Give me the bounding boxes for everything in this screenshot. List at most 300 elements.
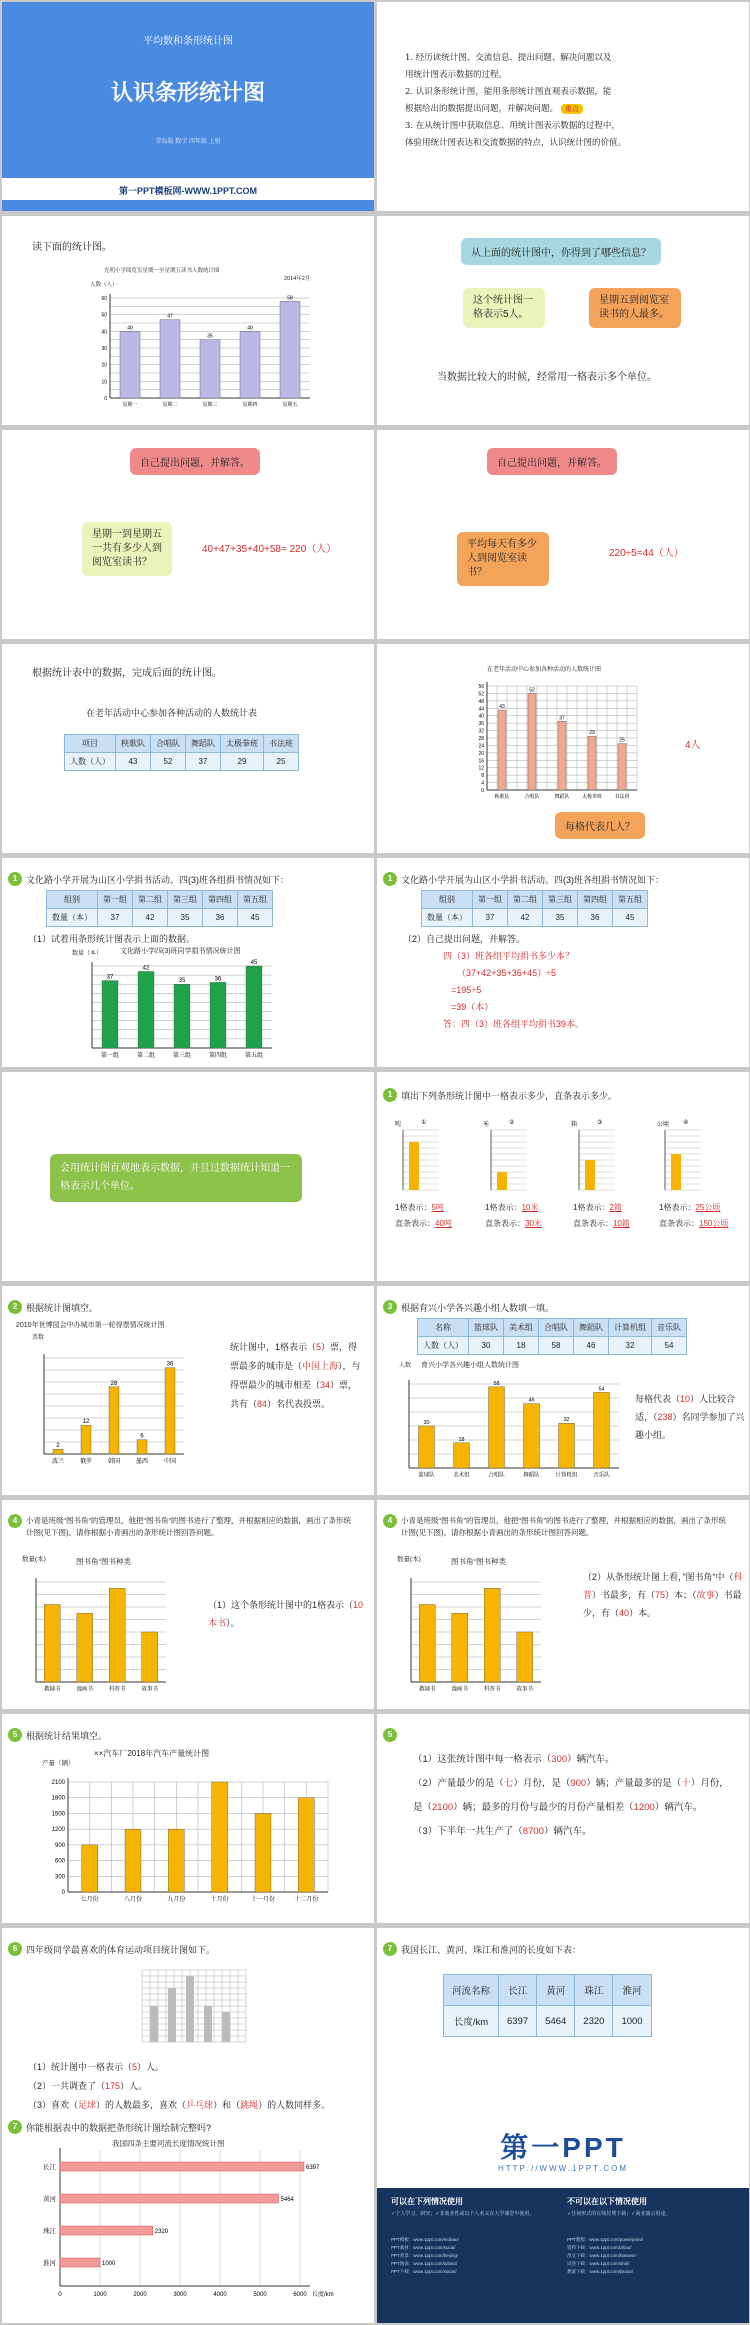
donation-bar-chart: [78, 956, 278, 1061]
y-tick-label: 淮河: [43, 2260, 56, 2267]
cell: 18: [504, 1337, 539, 1355]
y-tick-label: 0: [104, 396, 107, 402]
data-label: 40: [127, 325, 133, 332]
fill-text: 每格代表（: [635, 1394, 681, 1404]
bar: [77, 1613, 93, 1682]
mini-charts: [377, 1106, 749, 1196]
bar: [409, 1142, 419, 1190]
x-axis-label: 长度/km: [312, 2292, 334, 2298]
bar: [452, 1613, 468, 1682]
x-tick-label: 韩国: [107, 1459, 121, 1465]
y-tick-label: 珠江: [43, 2228, 56, 2235]
bar: [210, 982, 226, 1048]
club-table: [417, 1318, 687, 1355]
donation-table: [421, 890, 648, 927]
question-number: 2: [8, 1300, 22, 1314]
answer-bubble-2: 星期五到阅览室读书的人最多。: [589, 288, 681, 328]
link-item[interactable]: 教案下载：www.1ppt.com/jiaoan/: [567, 2269, 634, 2274]
x-tick-label: 太极拳班: [581, 794, 603, 800]
club-slide: [377, 1286, 749, 1495]
answer-bar-4: 150公顷: [699, 1219, 729, 1228]
fill-answer: 故事: [696, 1590, 715, 1600]
x-tick-label: 第二组: [136, 1053, 156, 1059]
y-tick-label: 44: [478, 706, 484, 713]
data-label: 52: [529, 687, 535, 694]
x-tick-label: 舞蹈队: [523, 1472, 540, 1479]
label-per: 1格表示：: [659, 1203, 696, 1212]
th: 第五组: [238, 891, 273, 909]
bar: [204, 2006, 212, 2042]
fill-answer: 300: [551, 1754, 568, 1765]
bar: [109, 1588, 125, 1682]
sports-slide: [2, 1928, 374, 2137]
cell: 46: [574, 1337, 609, 1355]
bar: [618, 744, 626, 790]
th: 第三组: [168, 891, 203, 909]
th: 音乐队: [652, 1319, 687, 1337]
th: 第二组: [133, 891, 168, 909]
fill-text: ）的人数同样多。: [258, 2100, 331, 2110]
y-tick-label: 32: [478, 728, 484, 735]
brand-slide: [377, 2112, 749, 2323]
fill-answer: 175: [105, 2081, 121, 2091]
question-bubble: 从上面的统计图中，你得到了哪些信息？: [461, 238, 661, 265]
question-bubble: 平均每天有多少人到阅览室读书？: [457, 532, 549, 586]
fill-answer: 中国上海: [302, 1361, 339, 1371]
answer: 40+47+35+40+58= 220（人）: [202, 544, 337, 555]
rivers-table: [443, 1974, 652, 2037]
x-tick-label: 漫画书: [76, 1686, 94, 1693]
th: 第四组: [203, 891, 238, 909]
unit-label: 吨: [395, 1122, 402, 1128]
label-bar: 直条表示：: [485, 1219, 525, 1228]
instruction: 文化路小学开展为山区小学捐书活动。四(3)班各组捐书情况如下：: [26, 875, 290, 885]
cell: 43: [116, 753, 151, 771]
x-tick-label: 计算机组: [555, 1472, 578, 1479]
fill-text: ）人。: [120, 2081, 148, 2091]
books-bar-chart: [397, 1564, 547, 1704]
fill-text: （1）统计图中一格表示（: [28, 2062, 133, 2072]
link-item[interactable]: PPT下载：www.1ppt.com/xiazai/: [391, 2269, 457, 2274]
link-item[interactable]: 资料下载：www.1ppt.com/ziliao/: [567, 2245, 632, 2250]
fill-answer: 十: [681, 1778, 691, 1789]
fill-text: （2）一共调查了（: [28, 2081, 106, 2091]
fill-answer: 1200: [633, 1802, 655, 1813]
chart-caption: ××汽车厂2018年汽车产量统计图: [94, 1749, 210, 1758]
data-label: 32: [563, 1417, 570, 1424]
question-number: 7: [8, 2120, 22, 2134]
slide-title: 认识条形统计图: [110, 80, 265, 105]
instruction: 小青是班级“图书角”的管理员，他把“图书角”的图书进行了整理，并根据相应的数据，画出了条形统计图(见下图)。请你根据小青画出的条形统计图回答问题。: [401, 1516, 726, 1537]
fill-text: ）本。: [629, 1608, 657, 1618]
instruction: 我国长江、黄河、珠江和淮河的长度如下表：: [401, 1945, 582, 1955]
th: 名称: [418, 1319, 469, 1337]
y-tick-label: 900: [54, 1842, 65, 1849]
x-tick-label: 十一月份: [250, 1897, 276, 1903]
chart-caption: 2010年世博园会中办城市第一轮得票情况统计图: [16, 1322, 165, 1329]
chart-caption: 在老年活动中心参加各种活动的人数统计图: [487, 667, 602, 673]
fill-answer: 75: [655, 1590, 666, 1600]
sports-grid-chart: [132, 1958, 252, 2048]
x-tick-label: 美术组: [453, 1472, 470, 1479]
instruction: 根据统计表中的数据，完成后面的统计图。: [32, 668, 222, 679]
row-label: 人数（人）: [65, 753, 116, 771]
chart-caption: 光明小学阅览室星期一至星期五读书人数统计图: [104, 268, 220, 274]
bar: [454, 1443, 470, 1468]
y-tick-label: 20: [478, 750, 484, 757]
bar: [585, 1160, 595, 1190]
question-slide-2: [377, 430, 749, 639]
y-tick-label: 50: [101, 312, 107, 319]
bar: [160, 320, 180, 398]
data-label: 35: [207, 333, 213, 340]
bar: [60, 2194, 279, 2203]
bar: [298, 1798, 314, 1892]
data-label: 36: [166, 1361, 174, 1368]
fill-text: （1）这个条形统计图中的1格表示（: [208, 1600, 354, 1610]
link-item[interactable]: PPT模板：www.1ppt.com/moban/: [391, 2237, 459, 2242]
chart-date: 2014年2月: [284, 276, 311, 282]
fill-answer: 七: [503, 1778, 514, 1789]
unit-label: 箱: [571, 1122, 578, 1128]
x-tick-label: 科普书: [108, 1686, 126, 1693]
cell: 37: [186, 753, 221, 771]
fill-answer: 5: [316, 1342, 322, 1352]
cell: 32: [609, 1337, 652, 1355]
fill-answer: 84: [257, 1399, 268, 1409]
bar: [524, 1404, 540, 1468]
data-label: 45: [250, 960, 258, 966]
rivers-chart-slide: [2, 2112, 374, 2323]
chart-ylabel: 人数: [399, 1363, 412, 1369]
answer-bubble-1: 这个统计图一格表示5人。: [463, 288, 545, 328]
data-label: 12: [82, 1419, 90, 1426]
site-link[interactable]: 第一PPT模板网-WWW.1PPT.COM: [119, 186, 257, 196]
fill-answer: 8700: [522, 1826, 544, 1837]
read-chart-slide: [2, 216, 374, 425]
goal-2b: 根据给出的数据提出问题，并解决问题。: [405, 104, 559, 114]
question-number: 7: [383, 1942, 397, 1956]
x-tick-label: 星期二: [162, 402, 178, 408]
question-number: 1: [383, 1088, 397, 1102]
logo-url[interactable]: HTTP://WWW.1PPT.COM: [498, 2164, 628, 2173]
fill-text: ）辆汽车。: [567, 1754, 615, 1765]
bar: [671, 1154, 681, 1190]
x-tick-label: 漫画书: [451, 1686, 469, 1693]
y-tick-label: 60: [101, 296, 107, 302]
y-tick-label: 黄河: [43, 2196, 56, 2203]
bar: [53, 1449, 63, 1454]
x-tick-label: 十月份: [210, 1897, 229, 1903]
question: （2）自己提出问题，并解答。: [403, 934, 526, 944]
bar: [497, 1172, 507, 1190]
y-tick-label: 600: [54, 1858, 65, 1865]
link-item[interactable]: PPT图表：www.1ppt.com/tubiao/: [391, 2261, 458, 2266]
x-tick-label: 中国: [163, 1459, 177, 1465]
fill-answer: 40: [619, 1608, 630, 1618]
fill-text: ）辆；产量最多的是（: [586, 1778, 682, 1789]
data-label: 29: [589, 730, 595, 737]
chart-id: ②: [509, 1120, 515, 1126]
chart-ylabel: 票数: [32, 1335, 45, 1341]
bar: [419, 1605, 435, 1683]
bar: [44, 1605, 60, 1683]
y-tick-label: 48: [478, 698, 484, 705]
fill-text: （2）产量最少的是（: [413, 1778, 504, 1789]
bar: [559, 1423, 575, 1468]
row-label: 数量（本）: [422, 909, 473, 927]
bar: [109, 1387, 119, 1454]
instruction: 你能根据表中的数据把条形统计图绘制完整吗?: [26, 2123, 212, 2133]
th: 合唱队: [151, 735, 186, 753]
answer: 220÷5=44（人）: [609, 548, 684, 559]
x-tick-label: 6000: [293, 2292, 307, 2298]
chart-ylabel: 产量（辆）: [42, 1760, 75, 1767]
books-slide-2: [377, 1500, 749, 1709]
solution-line: =195÷5: [451, 985, 482, 995]
link-item[interactable]: 范文下载：www.1ppt.com/fanwen/: [567, 2253, 636, 2258]
data-label: 54: [598, 1386, 605, 1393]
th: 组别: [422, 891, 473, 909]
th: 淮河: [613, 1975, 651, 2006]
data-label: 6397: [306, 2165, 320, 2171]
x-tick-label: 第三组: [172, 1053, 192, 1059]
data-label: 40: [247, 325, 253, 332]
x-tick-label: 十二月份: [294, 1897, 319, 1903]
instruction: 填出下列条形统计图中一格表示多少，直条表示多少。: [401, 1091, 618, 1101]
fill-answer: 5: [132, 2062, 138, 2072]
y-tick-label: 28: [478, 736, 484, 742]
fill-text: ）名同学参加了兴趣小组。: [635, 1412, 745, 1440]
question-number: 1: [8, 872, 22, 886]
data-label: 36: [214, 976, 222, 983]
x-tick-label: 墨西: [135, 1459, 149, 1465]
y-tick-label: 2100: [51, 1780, 65, 1786]
question-bubble: 星期一到星期五一共有多少人到阅览室读书？: [82, 522, 172, 576]
data-label: 28: [110, 1380, 118, 1387]
cell: 35: [168, 909, 203, 927]
car-bar-chart: [38, 1766, 338, 1916]
instruction: 根据育兴小学各兴趣小组人数填一填。: [401, 1303, 555, 1313]
data-label: 37: [559, 715, 565, 722]
fill-text: （3）喜欢（: [28, 2100, 79, 2110]
fill-text: （2）从条形统计图上看，”图书角“中（: [583, 1572, 734, 1582]
donation-slide-1: [2, 858, 374, 1067]
unit-label: 公顷: [657, 1122, 670, 1128]
bar: [102, 981, 118, 1048]
th: 第一组: [98, 891, 133, 909]
th: 第一组: [473, 891, 508, 909]
x-tick-label: 星期四: [242, 402, 258, 408]
x-tick-label: 4000: [213, 2292, 227, 2298]
th: 组别: [47, 891, 98, 909]
x-tick-label: 科普书: [483, 1686, 501, 1693]
fill-text: ）人。: [137, 2062, 165, 2072]
link-item[interactable]: 试卷下载：www.1ppt.com/shiti/: [567, 2261, 630, 2266]
link-item[interactable]: PPT教程：www.1ppt.com/powerpoint/: [567, 2237, 644, 2242]
goal-2: 2. 认识条形统计图，能用条形统计图直观表示数据，能: [405, 87, 612, 97]
data-label: 2320: [154, 2229, 169, 2235]
cell: 6397: [499, 2006, 537, 2037]
data-label: 2: [56, 1443, 60, 1450]
y-tick-label: 40: [478, 713, 484, 720]
rivers-bar-chart: [32, 2146, 352, 2316]
chart-id: ①: [421, 1120, 427, 1126]
data-label: 42: [142, 965, 150, 972]
usage-heading: 可以在下列情况使用: [391, 2197, 463, 2206]
data-label: 58: [287, 295, 293, 302]
bar: [168, 1829, 184, 1892]
goal-3: 3. 在从统计图中获取信息、用统计图表示数据的过程中，: [405, 121, 620, 131]
bar: [142, 1632, 158, 1682]
bar: [125, 1829, 141, 1892]
link-item[interactable]: PPT素材：www.1ppt.com/sucai/: [391, 2245, 456, 2250]
subtitle: 平均数和条形统计图: [143, 36, 233, 47]
th: 美术组: [504, 1319, 539, 1337]
y-tick-label: 12: [478, 765, 484, 772]
cell: 1000: [613, 2006, 651, 2037]
donation-slide-2: [377, 858, 749, 1067]
y-tick-label: 8: [481, 773, 484, 780]
question-number: 3: [383, 1300, 397, 1314]
data-label: 37: [106, 974, 114, 981]
fill-text: ）票，共有（: [230, 1380, 358, 1409]
x-tick-label: 第五组: [244, 1053, 264, 1059]
th: 珠江: [575, 1975, 613, 2006]
x-tick-label: 教辅书: [43, 1686, 61, 1693]
x-tick-label: 5000: [253, 2292, 267, 2298]
solution-line: 四（3）班各组平均捐书多少本？: [443, 951, 575, 961]
cell: 36: [578, 909, 613, 927]
y-tick-label: 0: [481, 788, 484, 794]
solution-line: （37+42+35+36+45）÷5: [457, 968, 557, 978]
data-label: 1000: [102, 2261, 116, 2267]
x-tick-label: 故事书: [141, 1686, 159, 1693]
question-slide-1: [2, 430, 374, 639]
data-label: 18: [458, 1436, 465, 1443]
th: 第四组: [578, 891, 613, 909]
x-tick-label: 波兰: [51, 1459, 65, 1465]
x-tick-label: 第一组: [100, 1053, 120, 1059]
fill-text: ）。: [226, 1618, 240, 1628]
cell: 25: [264, 753, 299, 771]
bar: [498, 710, 506, 790]
bar: [60, 2162, 304, 2171]
chart-caption: 育兴小学各兴趣小组人数统计图: [421, 1362, 519, 1369]
question-number: 6: [8, 1942, 22, 1956]
fill-answer: 跳绳: [240, 2100, 259, 2110]
answer-per-1: 5吨: [431, 1203, 444, 1212]
fill-answer: 2100: [432, 1802, 454, 1813]
question-number: 1: [383, 872, 397, 886]
link-item[interactable]: PPT背景：www.1ppt.com/beijing/: [391, 2253, 459, 2258]
label-per: 1格表示：: [395, 1203, 432, 1212]
meta: 青岛版 数学 四年级 上册: [155, 139, 221, 145]
chart-ylabel: 人数（人）: [90, 282, 118, 288]
y-tick-label: 300: [54, 1874, 65, 1881]
cell: 36: [203, 909, 238, 927]
note: 当数据比较大的时候，经常用一格表示多个单位。: [437, 372, 657, 383]
data-label: 5464: [280, 2197, 294, 2203]
unit-label: 米: [483, 1122, 490, 1128]
bar: [588, 736, 596, 790]
fill-text: （3）下半年一共生产了（: [413, 1826, 523, 1837]
summary-slide: [2, 1072, 374, 1281]
data-label: 6: [140, 1433, 144, 1440]
cell: 37: [473, 909, 508, 927]
question-bubble: 每格代表几人？: [555, 812, 645, 839]
y-tick-label: 1500: [51, 1811, 65, 1818]
cell: 45: [238, 909, 273, 927]
y-tick-label: 4: [481, 780, 484, 787]
fill-text: ）书最少，有（: [583, 1590, 742, 1618]
fill-text: ）辆汽车。: [543, 1826, 592, 1837]
rivers-table-slide: [377, 1928, 749, 2137]
x-tick-label: 教辅书: [418, 1686, 436, 1693]
instruction: 文化路小学开展为山区小学捐书活动。四(3)班各组捐书情况如下：: [401, 875, 665, 885]
fill-text: 统计图中，1格表示（: [230, 1342, 317, 1352]
chart-caption: 文化路小学四(3)班同学捐书情况统计图: [120, 948, 241, 955]
chart-id: ③: [597, 1120, 603, 1126]
x-tick-label: 第四组: [208, 1053, 228, 1059]
y-tick-label: 24: [478, 743, 484, 750]
fill-text: ）本；（: [665, 1590, 697, 1600]
fill-text: ）月份，是（: [413, 1778, 729, 1813]
y-tick-label: 56: [478, 684, 484, 690]
fill-answer: 科普: [583, 1572, 743, 1600]
bar: [489, 1387, 505, 1468]
y-tick-label: 40: [101, 329, 107, 336]
fill-text: ）和（: [213, 2100, 241, 2110]
solution-line: 答：四（3）班各组平均捐书39本。: [443, 1019, 585, 1029]
fill-answer: 10本书: [208, 1600, 364, 1628]
label-per: 1格表示：: [573, 1203, 610, 1212]
instruction: 根据统计结果填空。: [26, 1731, 108, 1741]
cell: 37: [98, 909, 133, 927]
chart-caption: 图书角“图书种类: [451, 1557, 506, 1566]
chart-caption: 图书角“图书种类: [76, 1557, 131, 1566]
bar: [222, 2012, 230, 2042]
x-tick-label: 七月份: [80, 1897, 99, 1903]
bar: [200, 340, 220, 398]
label-bar: 直条表示：: [573, 1219, 613, 1228]
instruction: 小青是班级“图书角”的管理员，他把“图书角”的图书进行了整理，并根据相应的数据，画出了条形统计图(见下图)。请你根据小青画出的条形统计图回答问题。: [26, 1516, 351, 1537]
fill-text: ）月份，是（: [513, 1778, 571, 1789]
chart-ylabel: 数量（本）: [72, 951, 103, 957]
cell: 2320: [575, 2006, 613, 2037]
logo: 第一PPT: [500, 2132, 626, 2163]
title-slide: [2, 2, 374, 211]
goals-slide: [377, 2, 749, 211]
car-questions-slide: [377, 1714, 749, 1923]
key-badge: 重点: [561, 104, 583, 114]
label-per: 1格表示：: [485, 1203, 522, 1212]
y-tick-label: 1800: [51, 1795, 65, 1802]
chart-caption: 我国四条主要河流长度情况统计图: [112, 2139, 225, 2148]
x-tick-label: 0: [58, 2292, 62, 2298]
x-tick-label: 秧歌队: [494, 794, 510, 800]
answer-per-3: 2箱: [609, 1203, 622, 1212]
books-slide-1: [2, 1500, 374, 1709]
prompt-bubble: 自己提出问题，并解答。: [487, 448, 617, 475]
answer-per-4: 25公顷: [695, 1203, 721, 1212]
fill-text: （1）这张统计图中每一格表示（: [413, 1754, 552, 1765]
x-tick-label: 故事书: [516, 1686, 534, 1693]
x-tick-label: 俄罗: [79, 1459, 93, 1465]
data-label: 25: [619, 737, 625, 744]
bar: [594, 1392, 610, 1468]
x-tick-label: 八月份: [123, 1897, 143, 1903]
